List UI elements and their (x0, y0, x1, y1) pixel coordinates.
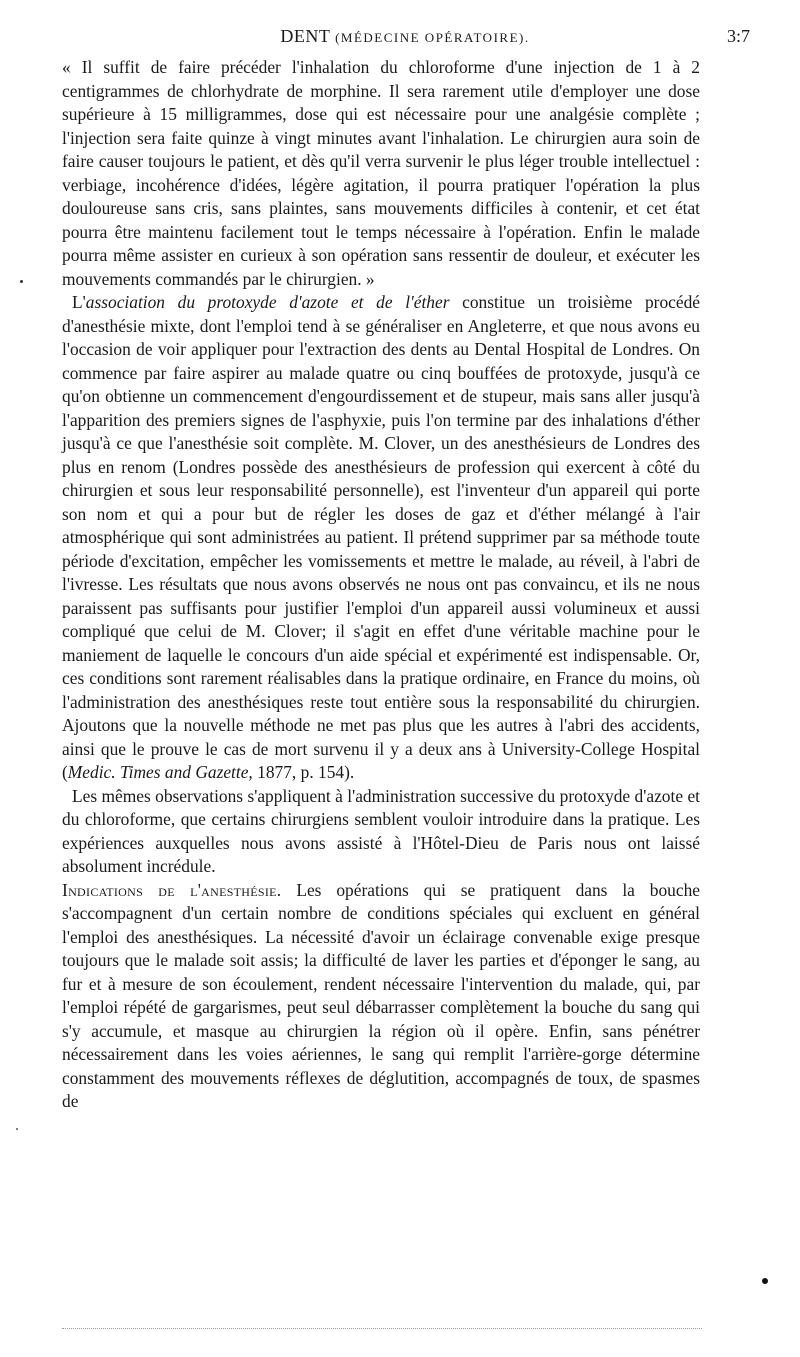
ink-speck (16, 1128, 18, 1130)
p4-text: Les opérations qui se pratiquent dans la bouche s'accompagnent d'un certain nombre de conditions spéciales qui excluent en général l'emploi des anesthésiques. La nécessité d'avoir un éclairage convenable exige presque toujours que le malade soit assis; la difficulté de laver les parties et d'éponger le sang, au fur et à mesure de son écoulement, rendent nécessaire l'intervention du malade, qui, par l'emploi répété de gargarismes, peut seul débarrasser complètement la bouche du sang qui s'y accumule, et masque au chirurgien la région où il opère. Enfin, sans pénétrer nécessairement dans les voies aériennes, le sang qui remplit l'arrière-gorge détermine constamment des mouvements réflexes de déglutition, accompagnés de toux, de spasmes de (62, 879, 700, 1111)
ink-spot (762, 1278, 768, 1284)
paragraph-quote: « Il suffit de faire précéder l'inhalation du chloroforme d'une injection de 1 à 2 centigrammes de chlorhydrate de morphine. Il sera rarement utile d'employer une dose supérieure à 15 milligrammes, dose qui est nécessaire pour une analgésie complète ; l'injection sera faite quinze à vingt minutes avant l'inhalation. Le chirurgien aura soin de faire causer toujours le patient, et dès qu'il verra survenir le plus léger trouble intellectuel : verbiage, incohérence d'idées, légère agitation, il pourra pratiquer l'opération la plus douloureuse sans cris, sans plaintes, sans mouvements difficiles à contenir, et cet état pourra être maintenu facilement tout le temps nécessaire à l'opération. Enfin le malade pourra même assister en curieux à son opération sans ressentir de douleur, et exécuter les mouvements commandés par le chirurgien. » (62, 57, 700, 289)
page-body (62, 56, 700, 1114)
p2-lead: L' (72, 292, 86, 312)
running-title-main: DENT (280, 26, 331, 46)
p2-citation-journal: Medic. Times and Gazette, (67, 762, 253, 782)
running-title (60, 26, 750, 47)
p2-italic-term: association du protoxyde d'azote et de l'éther (85, 292, 450, 312)
paragraph-indications (62, 879, 700, 1114)
page-number: 3:7 (726, 26, 750, 46)
running-header (60, 26, 750, 50)
p2-text: constitue un troisième procédé d'anesthésie mixte, dont l'emploi tend à se généraliser en Angleterre, et que nous avons eu l'occasion de voir appliquer pour l'extraction des dents au Dental Hospital de Londres. On commence par faire aspirer au malade quatre ou cinq bouffées de protoxyde, jusqu'à ce qu'on obtienne un commencement d'engourdissement et de stupeur, mais sans aller jusqu'à l'apparition des premiers signes de l'asphyxie, puis l'on termine par des inhalations d'éther jusqu'à ce que l'anesthésie soit complète. M. Clover, un des anesthésieurs de Londres des plus en renom (Londres possède des anesthésieurs de profession qui exercent à côté du chirurgien et sous leur responsabilité personnelle), est l'inventeur d'un appareil qui porte son nom et qui a pour but de régler les doses de gaz et d'éther mélangé à l'air atmosphérique qui sont administrées au patient. Il prétend supprimer par sa méthode toute période d'excitation, empêcher les vomissements et mettre le malade, au réveil, à l'abri de l'ivresse. Les résultats que nous avons observés ne nous ont pas convaincu, et ils ne nous paraissent pas suffisants pour justifier l'emploi d'un appareil aussi volumineux et aussi compliqué que celui de M. Clover; il s'agit en effet d'une véritable machine pour le maniement de laquelle le concours d'un aide spécial et expérimenté est indispensable. Or, ces conditions sont rarement réalisables dans la pratique ordinaire, en France du moins, où l'administration des anesthésiques reste tout entière sous la responsabilité du chirurgien. Ajoutons que la nouvelle méthode ne met pas plus que les autres à l'abri des accidents, ainsi que le prouve le cas de mort survenu il y a deux ans à University-College Hospital ( (62, 292, 700, 782)
ink-speck (20, 280, 23, 283)
paragraph-chloroforme: Les mêmes observations s'appliquent à l'administration successive du protoxyde d'azote et du chloroforme, que certains chirurgiens semblent vouloir introduire dans la pratique. Les expériences auxquelles nous avons assisté à l'Hôtel-Dieu de Paris nous ont laissé absolument incrédule. (62, 785, 700, 876)
paragraph-protoxyde-ether (62, 291, 700, 785)
p2-citation-ref: 1877, p. 154). (252, 762, 355, 782)
section-heading: Indications de l'anesthésie. (62, 879, 282, 900)
footer-rule (62, 1328, 702, 1329)
running-title-sub: (MÉDECINE OPÉRATOIRE). (335, 30, 530, 45)
